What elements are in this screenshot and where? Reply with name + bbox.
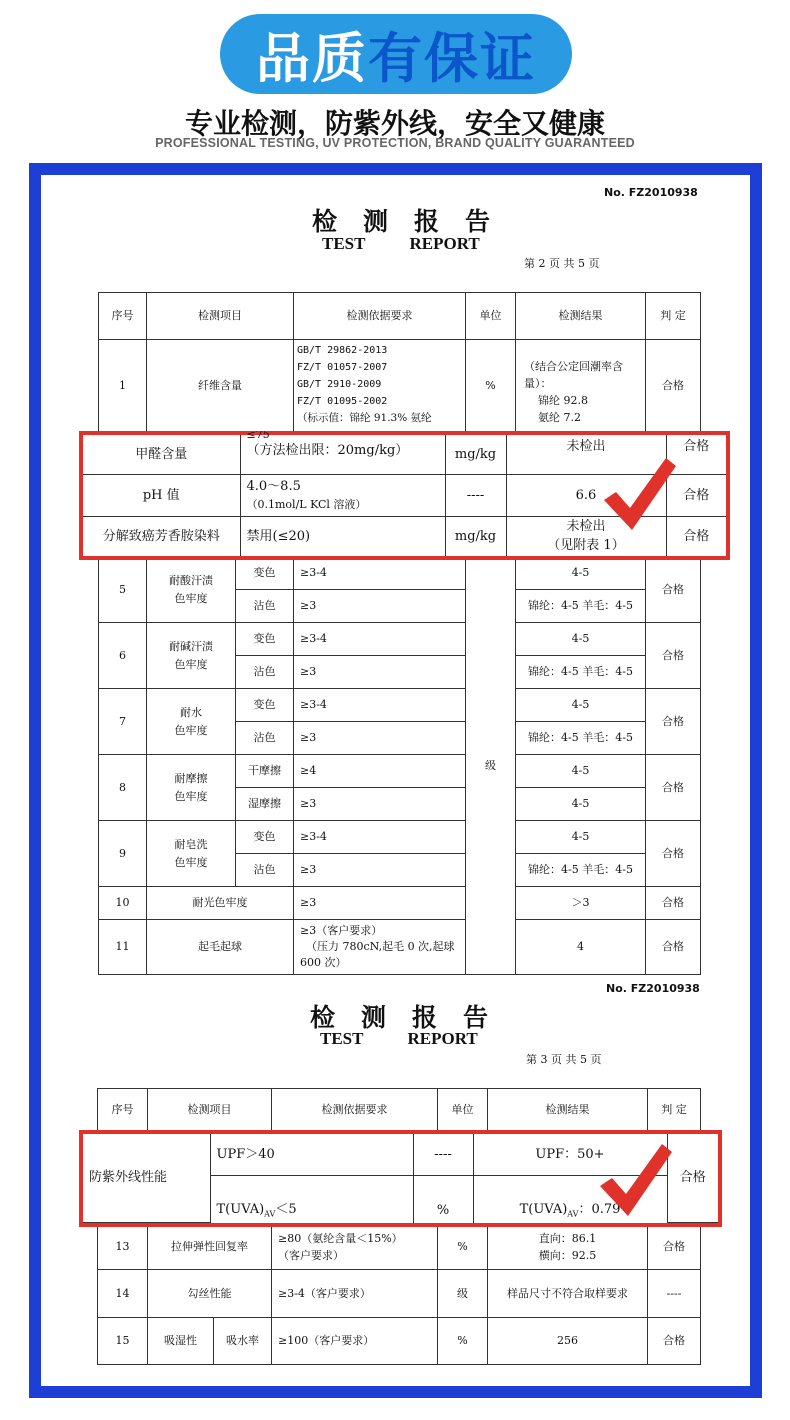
row15-unit: % xyxy=(438,1318,488,1365)
row7-sub-result: 锦纶：4-5 羊毛：4-5 xyxy=(516,722,646,755)
row1-basis xyxy=(294,340,466,432)
row8-sub-result: 4-5 xyxy=(516,755,646,788)
row5-sub-req: ≥3-4 xyxy=(294,557,466,590)
uv-result-tuva-value: ：0.79 xyxy=(578,1201,621,1217)
row8-sub-req: ≥3 xyxy=(294,788,466,821)
row10-no: 10 xyxy=(99,887,147,920)
row11-no: 11 xyxy=(99,920,147,975)
row7-sub-type: 沾色 xyxy=(236,722,294,755)
row1-result-line: 氨纶 7.2 xyxy=(538,411,581,425)
row5-item-line: 色牢度 xyxy=(174,591,208,605)
header-no: 序号 xyxy=(98,1089,148,1131)
report1-title-en-2: REPORT xyxy=(409,234,480,253)
report2-title-en-1: TEST xyxy=(320,1029,364,1048)
table-row xyxy=(99,689,701,722)
table-header-row xyxy=(98,1089,701,1131)
amine-item: 分解致癌芳香胺染料 xyxy=(83,516,240,556)
report1-page-info: 第 2 页 共 5 页 xyxy=(524,257,600,270)
row10-item: 耐光色牢度 xyxy=(147,887,294,920)
row6-sub-req: ≥3-4 xyxy=(294,623,466,656)
row15-sub: 吸水率 xyxy=(214,1318,272,1365)
row7-sub-type: 变色 xyxy=(236,689,294,722)
table-row xyxy=(99,340,701,432)
row13-req-line: （客户要求） xyxy=(278,1249,344,1262)
row13-result-line: 直向：86.1 xyxy=(538,1231,597,1245)
row11-req-line: ≥3（客户要求） xyxy=(300,924,383,938)
row15-item: 吸湿性 xyxy=(148,1318,214,1365)
row6-sub-req: ≥3 xyxy=(294,656,466,689)
row11-result: 4 xyxy=(516,920,646,975)
uv-req-tuva-value: ＜5 xyxy=(275,1201,297,1217)
row1-basis-line: GB/T 29862-2013 xyxy=(297,345,388,356)
header-result: 检测结果 xyxy=(488,1089,648,1131)
row7-item-line: 色牢度 xyxy=(174,723,208,737)
row9-sub-req: ≥3 xyxy=(294,854,466,887)
header-no: 序号 xyxy=(99,293,147,340)
row6-sub-type: 变色 xyxy=(236,623,294,656)
row13-req xyxy=(272,1225,438,1270)
row13-result-line: 横向：92.5 xyxy=(538,1249,597,1262)
row8-sub-result: 4-5 xyxy=(516,788,646,821)
ph-result: 6.6 xyxy=(506,475,666,516)
row15-verdict: 合格 xyxy=(648,1318,701,1365)
row9-verdict: 合格 xyxy=(646,821,701,887)
row5-sub-type: 变色 xyxy=(236,557,294,590)
row6-no: 6 xyxy=(99,623,147,689)
header-basis: 检测依据要求 xyxy=(294,293,466,340)
uv-verdict: 合格 xyxy=(667,1134,718,1223)
row5-sub-req: ≥3 xyxy=(294,590,466,623)
row7-item-line: 耐水 xyxy=(180,706,202,720)
formaldehyde-verdict: 合格 xyxy=(666,435,726,475)
row14-no: 14 xyxy=(98,1270,148,1318)
header-unit: 单位 xyxy=(438,1089,488,1131)
row5-sub-type: 沾色 xyxy=(236,590,294,623)
row5-no: 5 xyxy=(99,557,147,623)
table-row xyxy=(98,1225,701,1270)
table-row xyxy=(99,887,701,920)
row6-sub-type: 沾色 xyxy=(236,656,294,689)
row9-item xyxy=(147,821,236,887)
row9-sub-result: 4-5 xyxy=(516,821,646,854)
table-row xyxy=(98,1318,701,1365)
formaldehyde-unit: mg/kg xyxy=(445,435,506,475)
uv-result-upf: UPF：50+ xyxy=(473,1134,667,1175)
row5-sub-result: 4-5 xyxy=(516,557,646,590)
row1-unit: % xyxy=(466,340,516,432)
header-verdict: 判 定 xyxy=(646,293,701,340)
row8-sub-type: 湿摩擦 xyxy=(236,788,294,821)
row7-no: 7 xyxy=(99,689,147,755)
row1-result-line: 量）： xyxy=(524,377,552,391)
amine-unit: mg/kg xyxy=(445,516,506,556)
uv-item: 防紫外线性能 xyxy=(83,1134,210,1223)
row6-sub-result: 锦纶：4-5 羊毛：4-5 xyxy=(516,656,646,689)
table-row xyxy=(99,821,701,854)
row11-item: 起毛起球 xyxy=(147,920,294,975)
header-verdict: 判 定 xyxy=(648,1089,701,1131)
row13-item: 拉伸弹性回复率 xyxy=(148,1225,272,1270)
report1-table xyxy=(98,292,701,975)
table-row xyxy=(99,623,701,656)
row6-verdict: 合格 xyxy=(646,623,701,689)
subtitle: 专业检测，防紫外线，安全又健康 xyxy=(184,107,605,140)
report2-doc-no: No. FZ2010938 xyxy=(606,982,700,995)
subtitle-en: PROFESSIONAL TESTING, UV PROTECTION, BRAND QUALITY GUARANTEED xyxy=(155,136,635,150)
header-unit: 单位 xyxy=(466,293,516,340)
row1-basis-line: GB/T 2910-2009 xyxy=(297,379,382,390)
uv-result-tuva-label: T(UVA) xyxy=(519,1201,568,1217)
report1-title-en-1: TEST xyxy=(322,234,366,253)
ph-basis xyxy=(240,475,445,516)
title-part-b: 有保证 xyxy=(368,26,536,90)
row13-unit: % xyxy=(438,1225,488,1270)
formaldehyde-item: 甲醛含量 xyxy=(83,435,240,475)
row13-req-line: ≥80（氨纶含量＜15%） xyxy=(278,1231,403,1245)
report2-title-cn: 检测报告 xyxy=(310,1003,515,1032)
row9-sub-result: 锦纶：4-5 羊毛：4-5 xyxy=(516,854,646,887)
row11-verdict: 合格 xyxy=(646,920,701,975)
row8-sub-type: 干摩擦 xyxy=(236,755,294,788)
grade-unit: 级 xyxy=(466,557,516,975)
amine-result-line: 未检出 xyxy=(566,518,606,534)
row7-sub-result: 4-5 xyxy=(516,689,646,722)
check-mark-path xyxy=(600,1144,672,1216)
uv-req-tuva xyxy=(210,1175,413,1222)
row15-req: ≥100（客户要求） xyxy=(272,1318,438,1365)
row13-no: 13 xyxy=(98,1225,148,1270)
row7-verdict: 合格 xyxy=(646,689,701,755)
row7-sub-req: ≥3 xyxy=(294,722,466,755)
row13-result xyxy=(488,1225,648,1270)
header-result: 检测结果 xyxy=(516,293,646,340)
formaldehyde-basis-top: ≤75 xyxy=(246,431,270,439)
amine-basis: 禁用(≤20) xyxy=(240,516,445,556)
table-row xyxy=(99,755,701,788)
row1-item: 纤维含量 xyxy=(147,340,294,432)
row9-sub-type: 变色 xyxy=(236,821,294,854)
report2-title-en-2: REPORT xyxy=(407,1029,478,1048)
row1-verdict: 合格 xyxy=(646,340,701,432)
formaldehyde-result: 未检出 xyxy=(506,435,666,475)
row7-item xyxy=(147,689,236,755)
row10-result: ＞3 xyxy=(516,887,646,920)
row5-item xyxy=(147,557,236,623)
title-pill xyxy=(220,14,572,94)
table-header-row xyxy=(99,293,701,340)
row9-item-line: 耐皂洗 xyxy=(174,838,208,852)
row13-verdict: 合格 xyxy=(648,1225,701,1270)
row11-req-line: （压力 780cN,起毛 0 次,起球 xyxy=(306,940,455,954)
table-row xyxy=(98,1270,701,1318)
row14-unit: 级 xyxy=(438,1270,488,1318)
row15-result: 256 xyxy=(488,1318,648,1365)
row8-no: 8 xyxy=(99,755,147,821)
ph-item: pH 值 xyxy=(83,475,240,516)
check-mark-path xyxy=(604,458,676,530)
row1-basis-line: FZ/T 01057-2007 xyxy=(297,362,388,373)
amine-result-line: （见附表 1） xyxy=(547,538,625,554)
ph-verdict: 合格 xyxy=(666,475,726,516)
row6-item xyxy=(147,623,236,689)
row6-item-line: 色牢度 xyxy=(174,657,208,671)
report1-title-cn: 检测报告 xyxy=(312,207,517,236)
uv-req-upf: UPF＞40 xyxy=(210,1134,413,1175)
row7-sub-req: ≥3-4 xyxy=(294,689,466,722)
row6-item-line: 耐碱汗渍 xyxy=(169,640,213,654)
row9-item-line: 色牢度 xyxy=(174,855,208,869)
uv-unit-tuva: % xyxy=(413,1175,473,1222)
uv-req-tuva-sub: AV xyxy=(264,1209,276,1219)
report2-page-info: 第 3 页 共 5 页 xyxy=(526,1053,602,1066)
row11-req xyxy=(294,920,466,975)
ph-basis-line: 4.0～8.5 xyxy=(246,479,301,495)
header-item: 检测项目 xyxy=(148,1089,272,1131)
row14-result: 样品尺寸不符合取样要求 xyxy=(488,1270,648,1318)
amine-verdict: 合格 xyxy=(666,516,726,556)
row8-verdict: 合格 xyxy=(646,755,701,821)
row9-sub-type: 沾色 xyxy=(236,854,294,887)
row10-verdict: 合格 xyxy=(646,887,701,920)
row1-basis-line: （标示值：锦纶 91.3% 氨纶 xyxy=(297,412,432,424)
row8-sub-req: ≥4 xyxy=(294,755,466,788)
row14-verdict: ---- xyxy=(648,1270,701,1318)
ph-unit: ---- xyxy=(445,475,506,516)
title-part-a: 品质 xyxy=(256,26,368,90)
row1-result xyxy=(516,340,646,432)
header-basis: 检测依据要求 xyxy=(272,1089,438,1131)
row15-no: 15 xyxy=(98,1318,148,1365)
row9-sub-req: ≥3-4 xyxy=(294,821,466,854)
row9-no: 9 xyxy=(99,821,147,887)
report1-title-en xyxy=(322,234,480,254)
row8-item-line: 色牢度 xyxy=(174,789,208,803)
row10-req: ≥3 xyxy=(294,887,466,920)
header-item: 检测项目 xyxy=(147,293,294,340)
row5-item-line: 耐酸汗渍 xyxy=(169,574,213,588)
row1-result-line: （结合公定回潮率含 xyxy=(524,360,623,373)
row11-req-line: 600 次） xyxy=(300,955,347,969)
row5-verdict: 合格 xyxy=(646,557,701,623)
row1-result-line: 锦纶 92.8 xyxy=(538,394,588,408)
table-row xyxy=(99,920,701,975)
formaldehyde-basis-line: （方法检出限：20mg/kg） xyxy=(246,443,409,458)
row1-no: 1 xyxy=(99,340,147,432)
row14-req: ≥3-4（客户要求） xyxy=(272,1270,438,1318)
check-mark-icon xyxy=(596,1138,676,1220)
row1-basis-line: FZ/T 01095-2002 xyxy=(297,396,388,407)
uv-result-tuva-sub: AV xyxy=(567,1209,579,1219)
check-mark-icon xyxy=(600,452,680,534)
row5-sub-result: 锦纶：4-5 羊毛：4-5 xyxy=(516,590,646,623)
table-row xyxy=(99,557,701,590)
row8-item xyxy=(147,755,236,821)
formaldehyde-basis xyxy=(240,431,445,475)
row8-item-line: 耐摩擦 xyxy=(174,772,208,786)
report1-doc-no: No. FZ2010938 xyxy=(604,186,698,199)
report2-title-en xyxy=(320,1029,478,1049)
ph-basis-line: （0.1mol/L KCl 溶液） xyxy=(246,497,367,511)
uv-req-tuva-label: T(UVA) xyxy=(216,1201,265,1217)
row6-sub-result: 4-5 xyxy=(516,623,646,656)
row14-item: 勾丝性能 xyxy=(148,1270,272,1318)
uv-unit-upf: ---- xyxy=(413,1134,473,1175)
